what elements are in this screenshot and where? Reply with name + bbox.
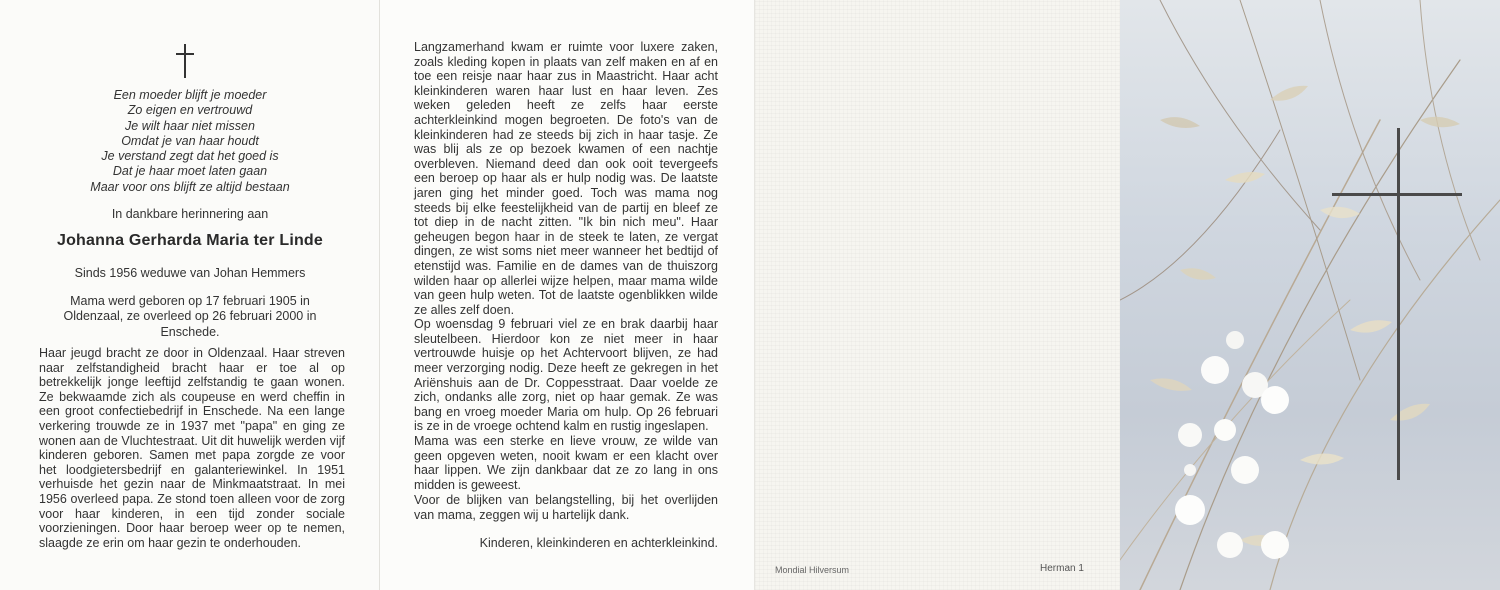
signature: Kinderen, kleinkinderen en achterkleinkind. <box>479 536 718 550</box>
left-panel <box>0 0 380 590</box>
printer-credit: Mondial Hilversum <box>775 565 850 575</box>
cover-artwork <box>1120 0 1500 590</box>
poem <box>30 88 350 195</box>
dedication: In dankbare herinnering aan <box>111 207 269 221</box>
birth-death-text: Mama werd geboren op 17 februari 1905 in Oldenzaal, ze overleed op 26 februari 2000 in Enschede. <box>63 294 317 339</box>
poem-line: Een moeder blijft je moeder <box>113 88 267 102</box>
poem-line: Omdat je van haar houdt <box>121 133 259 148</box>
thanks-text: Voor de blijken van belangstelling, bij het overlijden van mama, zeggen wij u hartelijk dank. <box>414 493 718 522</box>
middle-panel <box>380 0 755 590</box>
poem-line: Zo eigen en vertrouwd <box>127 103 253 118</box>
cross-icon <box>175 44 195 78</box>
poem-line: Je verstand zegt dat het goed is <box>101 149 279 164</box>
flower-cluster <box>1175 331 1289 559</box>
back-panel <box>755 0 1120 590</box>
biography-text: Haar jeugd bracht ze door in Oldenzaal. Haar streven naar zelfstandigheid bracht haar er toe al op betrekkelijk jonge leeftijd zelfstandig te gaan wonen. Ze bekwaamde zich als coupeuse en werd cheffin in een groot confectiebedrijf in Enschede. Na een lange verkering trouwde ze in 1937 met "papa" en ging ze wonen aan de Vluchtestraat. Uit dit huwelijk werden vijf kinderen geboren. Samen met papa zorgde ze voor het loodgietersbedrijf en galanteriewinkel. In 1951 verhuisde het gezin naar de Minkmaatstraat. In mei 1956 overleed papa. Ze stond toen alleen voor de zorg voor haar kinderen, in een tijd zonder sociale voorzieningen. Door haar beroep weer op te nemen, slaagde ze erin om haar gezin te onderhouden. <box>39 346 345 550</box>
poem-line: Dat je haar moet laten gaan <box>112 164 268 179</box>
artwork-svg <box>1120 0 1500 590</box>
deceased-name: Johanna Gerharda Maria ter Linde <box>56 232 324 249</box>
cross-icon <box>1332 128 1462 480</box>
grass-strokes <box>1120 0 1500 590</box>
poem-line: Je wilt haar niet missen <box>125 118 255 133</box>
card-model: Herman 1 <box>1040 563 1084 574</box>
story-paragraph: Mama was een sterke en lieve vrouw, ze wilde van geen opgeven weten, nooit kwam er een klacht over haar lippen. We zijn dankbaar dat ze zo lang in ons midden is geweest. <box>414 434 718 492</box>
life-story <box>414 40 718 492</box>
poem-line: Maar voor ons blijft ze altijd bestaan <box>90 179 290 194</box>
leaf-shapes <box>1150 86 1460 546</box>
story-paragraph: Langzamerhand kwam er ruimte voor luxere zaken, zoals kleding kopen in plaats van zelf maken en af en toe een reisje naar haar zus in Maastricht. Haar acht kleinkinderen waren haar lust en haar leven. Zes weken geleden heeft ze zelfs haar eerste achterkleinkind mogen begroeten. De foto's van de kleinkinderen had ze steeds bij zich in haar tasje. Ze was blij als ze op bezoek kwamen of een nachtje overbleven. Niemand deed dan ook ooit tevergeefs een beroep op haar als er hulp nodig was. De laatste jaren ging het minder goed. Toch was mama nog steeds bij elke feestelijkheid van de partij en bleef ze tot diep in de nacht zitten. "Ik bin nich meu". Haar geheugen begon haar in de steek te laten, ze vergat dingen, ze wist soms niet meer wanneer het bedtijd of etenstijd was. Familie en de dames van de thuiszorg wilden haar op allerlei wijze helpen, maar mama wilde van geen hulp weten. Tot de laatste ogenblikken wilde ze alles zelf doen. <box>414 40 718 317</box>
story-paragraph: Op woensdag 9 februari viel ze en brak daarbij haar sleutelbeen. Hierdoor kon ze niet meer in haar vertrouwde huisje op het Achtervoort blijven, ze had meer verzorging nodig. Deze heeft ze gekregen in het Ariënshuis aan de Dr. Coppesstraat. Daar voelde ze zich, ondanks alle zorg, niet op haar gemak. Ze was bang en vroeg moeder Maria om hulp. Op 26 februari is ze in de vroege ochtend kalm en rustig ingeslapen. <box>414 317 718 434</box>
widow-line: Sinds 1956 weduwe van Johan Hemmers <box>74 266 306 280</box>
